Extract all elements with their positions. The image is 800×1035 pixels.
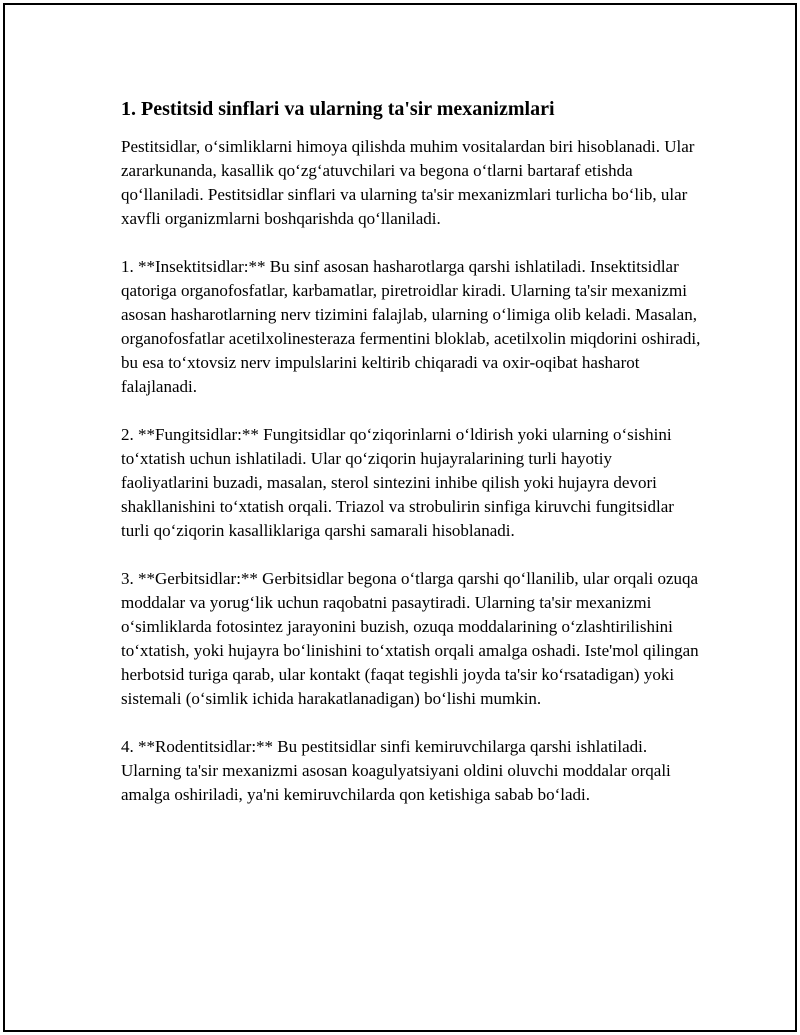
paragraph-intro: Pestitsidlar, oʻsimliklarni himoya qilishda muhim vositalardan biri hisoblanadi. Ular zararkunanda, kasallik qoʻzgʻatuvchilari va begona oʻtlarni bartaraf etishda qoʻllaniladi. Pestitsidlar sinflari va ularning ta'sir mexanizmlari turlicha boʻlib, ular xavfli organizmlarni boshqarishda qoʻllaniladi. xyxy=(121,137,695,228)
page-frame xyxy=(3,3,797,1032)
paragraph-rodenticides: 4. **Rodentitsidlar:** Bu pestitsidlar sinfi kemiruvchilarga qarshi ishlatiladi. Ularning ta'sir mexanizmi asosan koagulyatsiyani oldini oluvchi moddalar orqali amalga oshiriladi, ya'ni kemiruvchilarda qon ketishiga sabab boʻladi. xyxy=(121,737,671,804)
paragraph-insecticides: 1. **Insektitsidlar:** Bu sinf asosan hasharotlarga qarshi ishlatiladi. Insektitsidlar qatoriga organofosfatlar, karbamatlar, piretroidlar kiradi. Ularning ta'sir mexanizmi asosan hasharotlarning nerv tizimini falajlab, ularning oʻlimiga olib keladi. Masalan, organofosfatlar acetilxolinesteraza fermentini bloklab, acetilxolin miqdorini oshiradi, bu esa toʻxtovsiz nerv impulslarini keltirib chiqaradi va oxir-oqibat hasharot falajlanadi. xyxy=(121,257,701,396)
document-body xyxy=(121,95,701,831)
paragraph-herbicides: 3. **Gerbitsidlar:** Gerbitsidlar begona oʻtlarga qarshi qoʻllanilib, ular orqali ozuqa moddalar va yorugʻlik uchun raqobatni pasaytiradi. Ularning ta'sir mexanizmi oʻsimliklarda fotosintez jarayonini buzish, ozuqa moddalarining oʻzlashtirilishini toʻxtatish, yoki hujayra boʻlinishini toʻxtatish orqali amalga oshadi. Iste'mol qilingan herbotsid turiga qarab, ular kontakt (faqat tegishli joyda ta'sir koʻrsatadigan) yoki sistemali (oʻsimlik ichida harakatlanadigan) boʻlishi mumkin. xyxy=(121,569,699,708)
document-title: 1. Pestitsid sinflari va ularning ta'sir mexanizmlari xyxy=(121,98,555,120)
paragraph-fungicides: 2. **Fungitsidlar:** Fungitsidlar qoʻziqorinlarni oʻldirish yoki ularning oʻsishini toʻxtatish uchun ishlatiladi. Ular qoʻziqorin hujayralarining turli hayotiy faoliyatlarini buzadi, masalan, sterol sintezini inhibe qilish yoki hujayra devori shakllanishini toʻxtatish orqali. Triazol va strobulirin sinfiga kiruvchi fungitsidlar turli qoʻziqorin kasalliklariga qarshi samarali hisoblanadi. xyxy=(121,425,674,540)
